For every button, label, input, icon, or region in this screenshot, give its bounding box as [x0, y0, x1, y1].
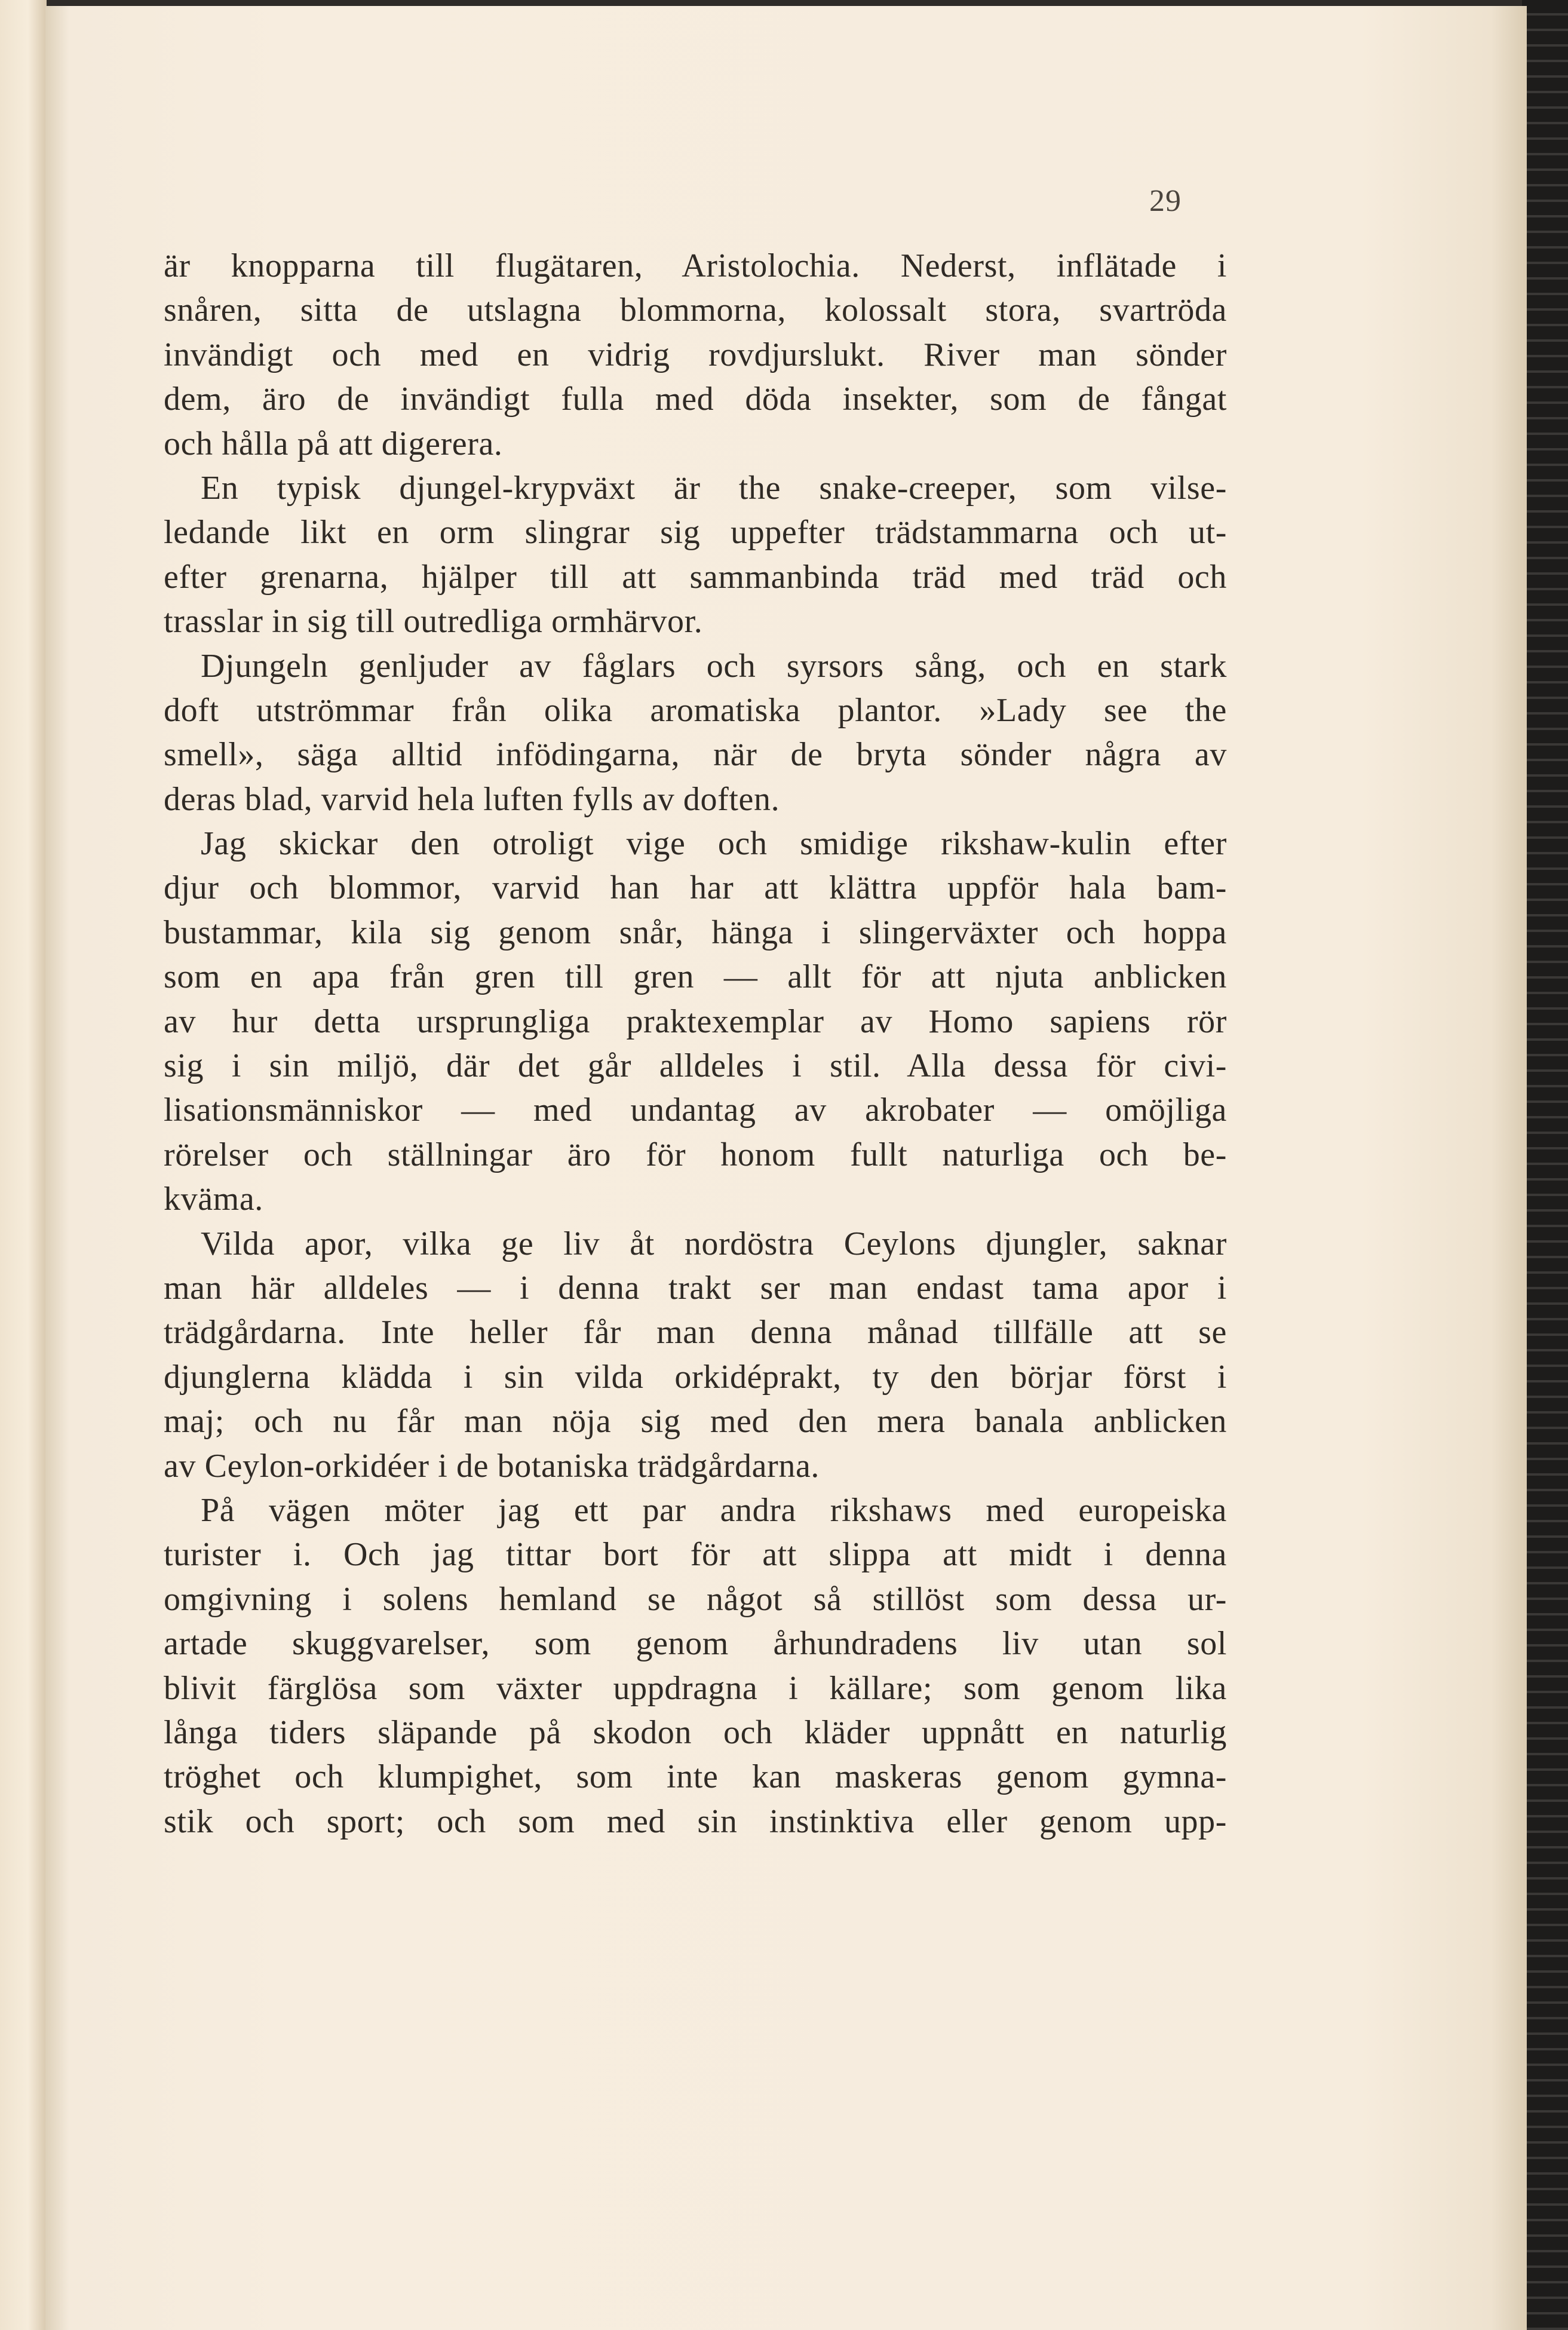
text-line: långa tiders släpande på skodon och kläder uppnått en naturlig	[164, 1713, 1227, 1751]
text-line: dem, äro de invändigt fulla med döda insekter, som de fångat	[164, 381, 1227, 418]
text-line: doft utströmmar från olika aromatiska plantor. »Lady see the	[164, 691, 1227, 729]
text-line: är knopparna till flugätaren, Aristolochia. Nederst, inflätade i	[164, 247, 1227, 284]
text-line: och hålla på att digerera.	[164, 425, 503, 462]
text-line: bustammar, kila sig genom snår, hänga i slingerväxter och hoppa	[164, 913, 1227, 951]
text-line: På vägen möter jag ett par andra rikshaws med europeiska	[201, 1491, 1227, 1529]
text-line: blivit färglösa som växter uppdragna i källare; som genom lika	[164, 1669, 1227, 1707]
text-line: deras blad, varvid hela luften fylls av doften.	[164, 780, 780, 818]
text-line: maj; och nu får man nöja sig med den mera banala anblicken	[164, 1403, 1227, 1440]
text-line: sig i sin miljö, där det går alldeles i stil. Alla dessa för civi-	[164, 1047, 1227, 1085]
text-line: man här alldeles — i denna trakt ser man endast tama apor i	[164, 1269, 1227, 1307]
background-strip	[1522, 0, 1568, 2330]
facing-page-edge	[0, 0, 47, 2330]
text-line: trädgårdarna. Inte heller får man denna månad tillfälle att se	[164, 1314, 1227, 1351]
text-line: turister i. Och jag tittar bort för att slippa att midt i denna	[164, 1536, 1227, 1574]
text-line: rörelser och ställningar äro för honom fullt naturliga och be-	[164, 1136, 1227, 1173]
text-line: av Ceylon-orkidéer i de botaniska trädgårdarna.	[164, 1447, 820, 1485]
text-line: invändigt och med en vidrig rovdjurslukt. River man sönder	[164, 336, 1227, 373]
text-line: som en apa från gren till gren — allt för att njuta anblicken	[164, 958, 1227, 996]
text-line: av hur detta ursprungliga praktexemplar av Homo sapiens rör	[164, 1002, 1227, 1040]
page-number: 29	[1149, 184, 1182, 218]
text-line: tröghet och klumpighet, som inte kan maskeras genom gymna-	[164, 1758, 1227, 1796]
text-line: djunglerna klädda i sin vilda orkidéprakt, ty den börjar först i	[164, 1358, 1227, 1396]
text-line: Vilda apor, vilka ge liv åt nordöstra Ceylons djungler, saknar	[201, 1225, 1227, 1262]
text-line: ledande likt en orm slingrar sig uppefter trädstammarna och ut-	[164, 514, 1227, 551]
text-line: lisationsmänniskor — med undantag av akrobater — omöjliga	[164, 1092, 1227, 1129]
text-line: efter grenarna, hjälper till att sammanbinda träd med träd och	[164, 558, 1227, 596]
text-line: djur och blommor, varvid han har att klättra uppför hala bam-	[164, 869, 1227, 907]
text-line: stik och sport; och som med sin instinktiva eller genom upp-	[164, 1802, 1227, 1840]
text-line: omgivning i solens hemland se något så stillöst som dessa ur-	[164, 1580, 1227, 1618]
text-line: kväma.	[164, 1181, 263, 1218]
text-line: Jag skickar den otroligt vige och smidige rikshaw-kulin efter	[201, 825, 1227, 863]
text-line: snåren, sitta de utslagna blommorna, kolossalt stora, svartröda	[164, 292, 1227, 329]
text-line: trasslar in sig till outredliga ormhärvor.	[164, 603, 703, 640]
text-line: En typisk djungel-krypväxt är the snake-creeper, som vilse-	[201, 469, 1227, 507]
text-line: artade skuggvarelser, som genom århundradens liv utan sol	[164, 1625, 1227, 1663]
body-text	[164, 244, 1227, 1844]
text-line: smell», säga alltid infödingarna, när de bryta sönder några av	[164, 736, 1227, 774]
text-line: Djungeln genljuder av fåglars och syrsors sång, och en stark	[201, 647, 1227, 685]
